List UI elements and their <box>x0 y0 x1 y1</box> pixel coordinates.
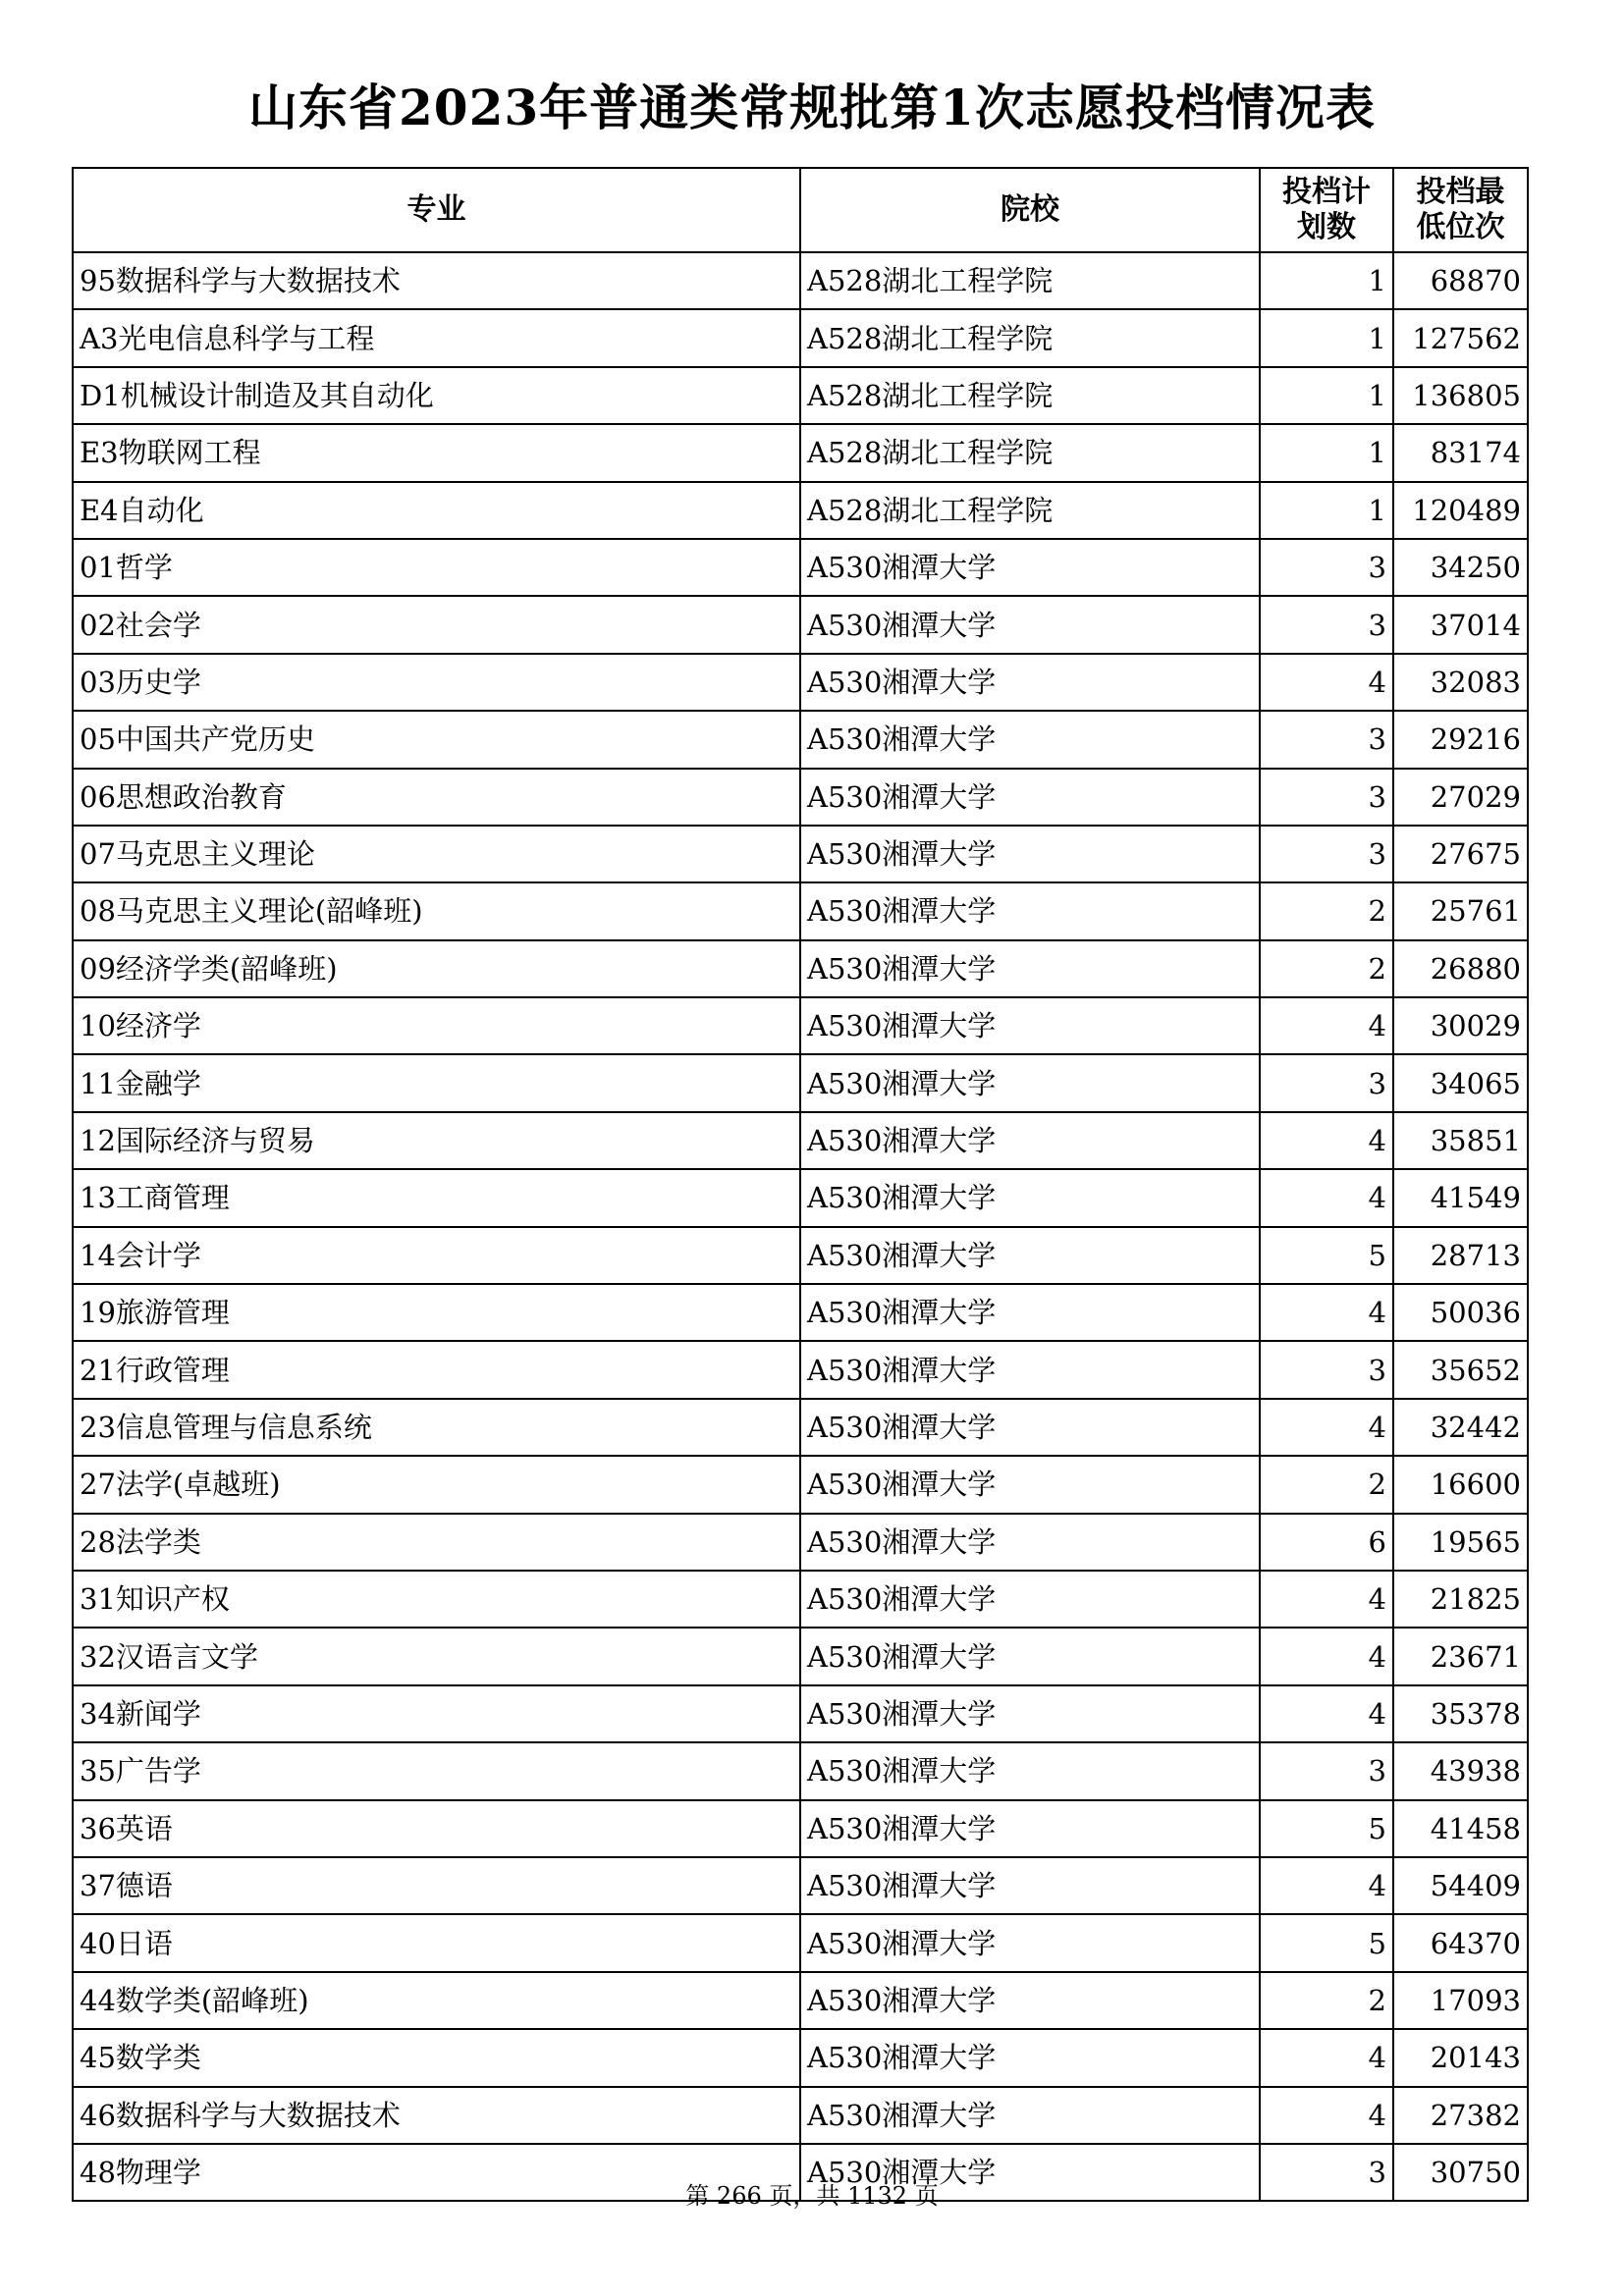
cell-major: 44数学类(韶峰班) <box>73 1972 800 2029</box>
cell-school: A530湘潭大学 <box>800 711 1260 768</box>
table-row <box>73 1914 1528 1971</box>
cell-plan: 4 <box>1260 1284 1393 1341</box>
cell-plan: 4 <box>1260 1685 1393 1742</box>
table-row <box>73 424 1528 481</box>
cell-major: E4自动化 <box>73 482 800 539</box>
cell-school: A530湘潭大学 <box>800 940 1260 997</box>
cell-major: 09经济学类(韶峰班) <box>73 940 800 997</box>
cell-rank: 27029 <box>1393 769 1528 826</box>
table-row <box>73 1628 1528 1684</box>
cell-major: 46数据科学与大数据技术 <box>73 2087 800 2144</box>
table-row <box>73 482 1528 539</box>
cell-school: A530湘潭大学 <box>800 1112 1260 1169</box>
cell-school: A530湘潭大学 <box>800 1972 1260 2029</box>
cell-school: A530湘潭大学 <box>800 882 1260 939</box>
cell-plan: 1 <box>1260 309 1393 366</box>
table-row <box>73 1341 1528 1398</box>
page-footer: 第 266 页，共 1132 页 <box>685 2182 939 2210</box>
cell-school: A530湘潭大学 <box>800 2029 1260 2086</box>
cell-plan: 6 <box>1260 1514 1393 1571</box>
cell-rank: 50036 <box>1393 1284 1528 1341</box>
cell-plan: 5 <box>1260 1800 1393 1857</box>
cell-plan: 3 <box>1260 1341 1393 1398</box>
cell-school: A530湘潭大学 <box>800 654 1260 711</box>
cell-school: A530湘潭大学 <box>800 1914 1260 1971</box>
cell-school: A530湘潭大学 <box>800 1800 1260 1857</box>
cell-rank: 30029 <box>1393 997 1528 1054</box>
cell-major: 34新闻学 <box>73 1685 800 1742</box>
table-row <box>73 1399 1528 1456</box>
cell-rank: 35851 <box>1393 1112 1528 1169</box>
cell-school: A530湘潭大学 <box>800 1571 1260 1628</box>
cell-major: 31知识产权 <box>73 1571 800 1628</box>
table-row <box>73 1857 1528 1914</box>
cell-school: A530湘潭大学 <box>800 2144 1260 2201</box>
cell-plan: 2 <box>1260 882 1393 939</box>
cell-major: 12国际经济与贸易 <box>73 1112 800 1169</box>
cell-rank: 25761 <box>1393 882 1528 939</box>
cell-major: 36英语 <box>73 1800 800 1857</box>
header-plan <box>1260 168 1393 252</box>
cell-rank: 20143 <box>1393 2029 1528 2086</box>
cell-plan: 3 <box>1260 826 1393 882</box>
cell-rank: 54409 <box>1393 1857 1528 1914</box>
cell-major: 03历史学 <box>73 654 800 711</box>
cell-major: 32汉语言文学 <box>73 1628 800 1684</box>
cell-school: A530湘潭大学 <box>800 769 1260 826</box>
header-plan-line1: 投档计 <box>1282 175 1371 209</box>
cell-school: A530湘潭大学 <box>800 826 1260 882</box>
cell-rank: 83174 <box>1393 424 1528 481</box>
table-row <box>73 1742 1528 1799</box>
cell-plan: 1 <box>1260 252 1393 309</box>
cell-plan: 4 <box>1260 997 1393 1054</box>
cell-plan: 5 <box>1260 1227 1393 1284</box>
cell-plan: 4 <box>1260 2029 1393 2086</box>
cell-school: A530湘潭大学 <box>800 997 1260 1054</box>
cell-plan: 4 <box>1260 1169 1393 1226</box>
cell-plan: 4 <box>1260 1857 1393 1914</box>
table-row <box>73 367 1528 424</box>
cell-school: A530湘潭大学 <box>800 1399 1260 1456</box>
cell-school: A528湖北工程学院 <box>800 424 1260 481</box>
cell-rank: 32442 <box>1393 1399 1528 1456</box>
table-row <box>73 997 1528 1054</box>
cell-major: 40日语 <box>73 1914 800 1971</box>
cell-major: 95数据科学与大数据技术 <box>73 252 800 309</box>
cell-major: 13工商管理 <box>73 1169 800 1226</box>
cell-major: 14会计学 <box>73 1227 800 1284</box>
cell-plan: 3 <box>1260 1054 1393 1111</box>
cell-major: 19旅游管理 <box>73 1284 800 1341</box>
cell-major: 28法学类 <box>73 1514 800 1571</box>
header-plan-line2: 划数 <box>1297 210 1356 244</box>
header-school: 院校 <box>800 168 1260 252</box>
cell-plan: 1 <box>1260 367 1393 424</box>
table-row <box>73 711 1528 768</box>
cell-rank: 17093 <box>1393 1972 1528 2029</box>
cell-school: A530湘潭大学 <box>800 1227 1260 1284</box>
header-major: 专业 <box>73 168 800 252</box>
header-rank-line2: 低位次 <box>1416 210 1505 244</box>
cell-rank: 35652 <box>1393 1341 1528 1398</box>
cell-rank: 127562 <box>1393 309 1528 366</box>
cell-plan: 3 <box>1260 539 1393 596</box>
header-rank-line1: 投档最 <box>1416 175 1505 209</box>
cell-rank: 64370 <box>1393 1914 1528 1971</box>
cell-plan: 3 <box>1260 2144 1393 2201</box>
cell-rank: 41549 <box>1393 1169 1528 1226</box>
cell-plan: 4 <box>1260 654 1393 711</box>
cell-plan: 1 <box>1260 424 1393 481</box>
cell-plan: 2 <box>1260 940 1393 997</box>
cell-rank: 34250 <box>1393 539 1528 596</box>
cell-school: A530湘潭大学 <box>800 1857 1260 1914</box>
cell-school: A528湖北工程学院 <box>800 482 1260 539</box>
cell-major: 21行政管理 <box>73 1341 800 1398</box>
table-row <box>73 1227 1528 1284</box>
cell-plan: 4 <box>1260 2087 1393 2144</box>
header-rank <box>1393 168 1528 252</box>
cell-school: A530湘潭大学 <box>800 1685 1260 1742</box>
table-row <box>73 1054 1528 1111</box>
cell-plan: 2 <box>1260 1972 1393 2029</box>
cell-plan: 4 <box>1260 1399 1393 1456</box>
cell-rank: 21825 <box>1393 1571 1528 1628</box>
cell-major: 05中国共产党历史 <box>73 711 800 768</box>
cell-rank: 27382 <box>1393 2087 1528 2144</box>
cell-school: A528湖北工程学院 <box>800 309 1260 366</box>
table-row <box>73 1112 1528 1169</box>
cell-rank: 136805 <box>1393 367 1528 424</box>
cell-rank: 32083 <box>1393 654 1528 711</box>
cell-rank: 16600 <box>1393 1456 1528 1513</box>
cell-rank: 34065 <box>1393 1054 1528 1111</box>
cell-major: 48物理学 <box>73 2144 800 2201</box>
cell-rank: 68870 <box>1393 252 1528 309</box>
table-row <box>73 1800 1528 1857</box>
cell-major: 07马克思主义理论 <box>73 826 800 882</box>
cell-rank: 43938 <box>1393 1742 1528 1799</box>
cell-plan: 2 <box>1260 1456 1393 1513</box>
cell-school: A530湘潭大学 <box>800 1456 1260 1513</box>
cell-school: A530湘潭大学 <box>800 1284 1260 1341</box>
cell-school: A530湘潭大学 <box>800 2087 1260 2144</box>
cell-plan: 5 <box>1260 1914 1393 1971</box>
cell-major: 02社会学 <box>73 596 800 653</box>
cell-rank: 30750 <box>1393 2144 1528 2201</box>
table-row <box>73 1284 1528 1341</box>
cell-rank: 19565 <box>1393 1514 1528 1571</box>
table-row <box>73 539 1528 596</box>
cell-rank: 26880 <box>1393 940 1528 997</box>
cell-plan: 3 <box>1260 769 1393 826</box>
cell-rank: 23671 <box>1393 1628 1528 1684</box>
cell-rank: 28713 <box>1393 1227 1528 1284</box>
admission-table <box>72 167 1529 2202</box>
cell-major: 08马克思主义理论(韶峰班) <box>73 882 800 939</box>
cell-school: A530湘潭大学 <box>800 596 1260 653</box>
table-row <box>73 1456 1528 1513</box>
cell-school: A530湘潭大学 <box>800 1169 1260 1226</box>
table-row <box>73 1514 1528 1571</box>
cell-school: A530湘潭大学 <box>800 1628 1260 1684</box>
cell-major: 37德语 <box>73 1857 800 1914</box>
table-row <box>73 1685 1528 1742</box>
table-header-row <box>73 168 1528 252</box>
cell-school: A530湘潭大学 <box>800 1514 1260 1571</box>
table-row <box>73 1972 1528 2029</box>
cell-school: A530湘潭大学 <box>800 1054 1260 1111</box>
cell-rank: 35378 <box>1393 1685 1528 1742</box>
table-row <box>73 1169 1528 1226</box>
cell-plan: 1 <box>1260 482 1393 539</box>
cell-major: A3光电信息科学与工程 <box>73 309 800 366</box>
page-title: 山东省2023年普通类常规批第1次志愿投档情况表 <box>248 79 1376 136</box>
cell-rank: 37014 <box>1393 596 1528 653</box>
table-row <box>73 309 1528 366</box>
table-row <box>73 2029 1528 2086</box>
cell-plan: 4 <box>1260 1571 1393 1628</box>
cell-major: 45数学类 <box>73 2029 800 2086</box>
table-row <box>73 596 1528 653</box>
table-row <box>73 2087 1528 2144</box>
cell-major: 27法学(卓越班) <box>73 1456 800 1513</box>
cell-major: 06思想政治教育 <box>73 769 800 826</box>
cell-major: 35广告学 <box>73 1742 800 1799</box>
cell-plan: 4 <box>1260 1112 1393 1169</box>
table-row <box>73 769 1528 826</box>
cell-plan: 4 <box>1260 1628 1393 1684</box>
cell-plan: 3 <box>1260 1742 1393 1799</box>
cell-rank: 41458 <box>1393 1800 1528 1857</box>
cell-plan: 3 <box>1260 596 1393 653</box>
cell-major: 10经济学 <box>73 997 800 1054</box>
cell-major: E3物联网工程 <box>73 424 800 481</box>
cell-school: A530湘潭大学 <box>800 1341 1260 1398</box>
table-row <box>73 940 1528 997</box>
cell-major: 01哲学 <box>73 539 800 596</box>
cell-school: A530湘潭大学 <box>800 1742 1260 1799</box>
table-row <box>73 882 1528 939</box>
cell-major: D1机械设计制造及其自动化 <box>73 367 800 424</box>
table-row <box>73 654 1528 711</box>
cell-major: 11金融学 <box>73 1054 800 1111</box>
cell-rank: 29216 <box>1393 711 1528 768</box>
cell-school: A528湖北工程学院 <box>800 252 1260 309</box>
table-row <box>73 252 1528 309</box>
table-row <box>73 1571 1528 1628</box>
cell-plan: 3 <box>1260 711 1393 768</box>
cell-rank: 120489 <box>1393 482 1528 539</box>
cell-major: 23信息管理与信息系统 <box>73 1399 800 1456</box>
cell-school: A528湖北工程学院 <box>800 367 1260 424</box>
cell-school: A530湘潭大学 <box>800 539 1260 596</box>
table-row <box>73 826 1528 882</box>
cell-rank: 27675 <box>1393 826 1528 882</box>
